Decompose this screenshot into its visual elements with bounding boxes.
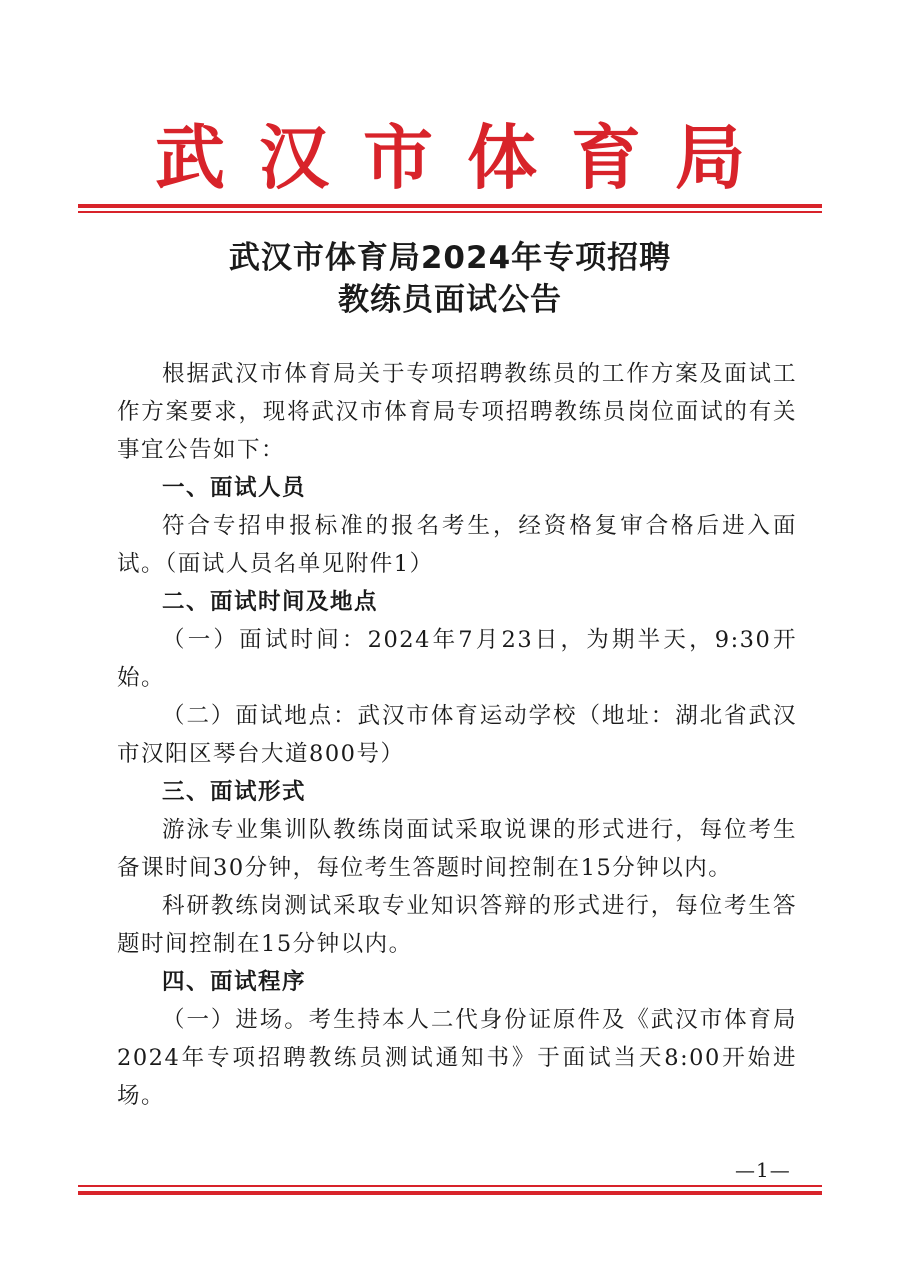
body-paragraph: （二）面试地点：武汉市体育运动学校（地址：湖北省武汉市汉阳区琴台大道800号）: [117, 703, 797, 767]
letterhead-char: 汉: [259, 116, 329, 199]
body-paragraph: 科研教练岗测试采取专业知识答辩的形式进行，每位考生答题时间控制在15分钟以内。: [117, 893, 797, 957]
document-title-line1: 武汉市体育局2024年专项招聘: [228, 240, 672, 276]
header-rule-thin: [78, 211, 822, 213]
letterhead-char: 体: [467, 116, 537, 199]
footer-rule-thin: [78, 1185, 822, 1187]
letterhead-title: [0, 118, 900, 198]
document-title-line2: 教练员面试公告: [338, 282, 562, 318]
letterhead-char: 武: [155, 116, 225, 199]
page-number: —1—: [735, 1158, 791, 1182]
body-paragraph: （一）进场。考生持本人二代身份证原件及《武汉市体育局2024年专项招聘教练员测试通知书》于面试当天8:00开始进场。: [117, 1007, 797, 1109]
footer-rule-thick: [78, 1191, 822, 1195]
document-body: [117, 355, 797, 1115]
letterhead-char: 育: [571, 116, 641, 199]
section-heading: 二、面试时间及地点: [162, 589, 379, 615]
section-heading: 一、面试人员: [162, 475, 307, 501]
section-heading: 四、面试程序: [162, 969, 307, 995]
letterhead-char: 市: [363, 116, 433, 199]
letterhead-char: 局: [675, 116, 745, 199]
header-rule-thick: [78, 204, 822, 208]
body-paragraph: 根据武汉市体育局关于专项招聘教练员的工作方案及面试工作方案要求，现将武汉市体育局专项招聘教练员岗位面试的有关事宜公告如下：: [117, 361, 797, 463]
body-paragraph: （一）面试时间：2024年7月23日，为期半天，9:30开始。: [117, 627, 797, 691]
body-paragraph: 符合专招申报标准的报名考生，经资格复审合格后进入面试。（面试人员名单见附件1）: [117, 513, 797, 577]
section-heading: 三、面试形式: [162, 779, 307, 805]
body-paragraph: 游泳专业集训队教练岗面试采取说课的形式进行，每位考生备课时间30分钟，每位考生答题时间控制在15分钟以内。: [117, 817, 797, 881]
